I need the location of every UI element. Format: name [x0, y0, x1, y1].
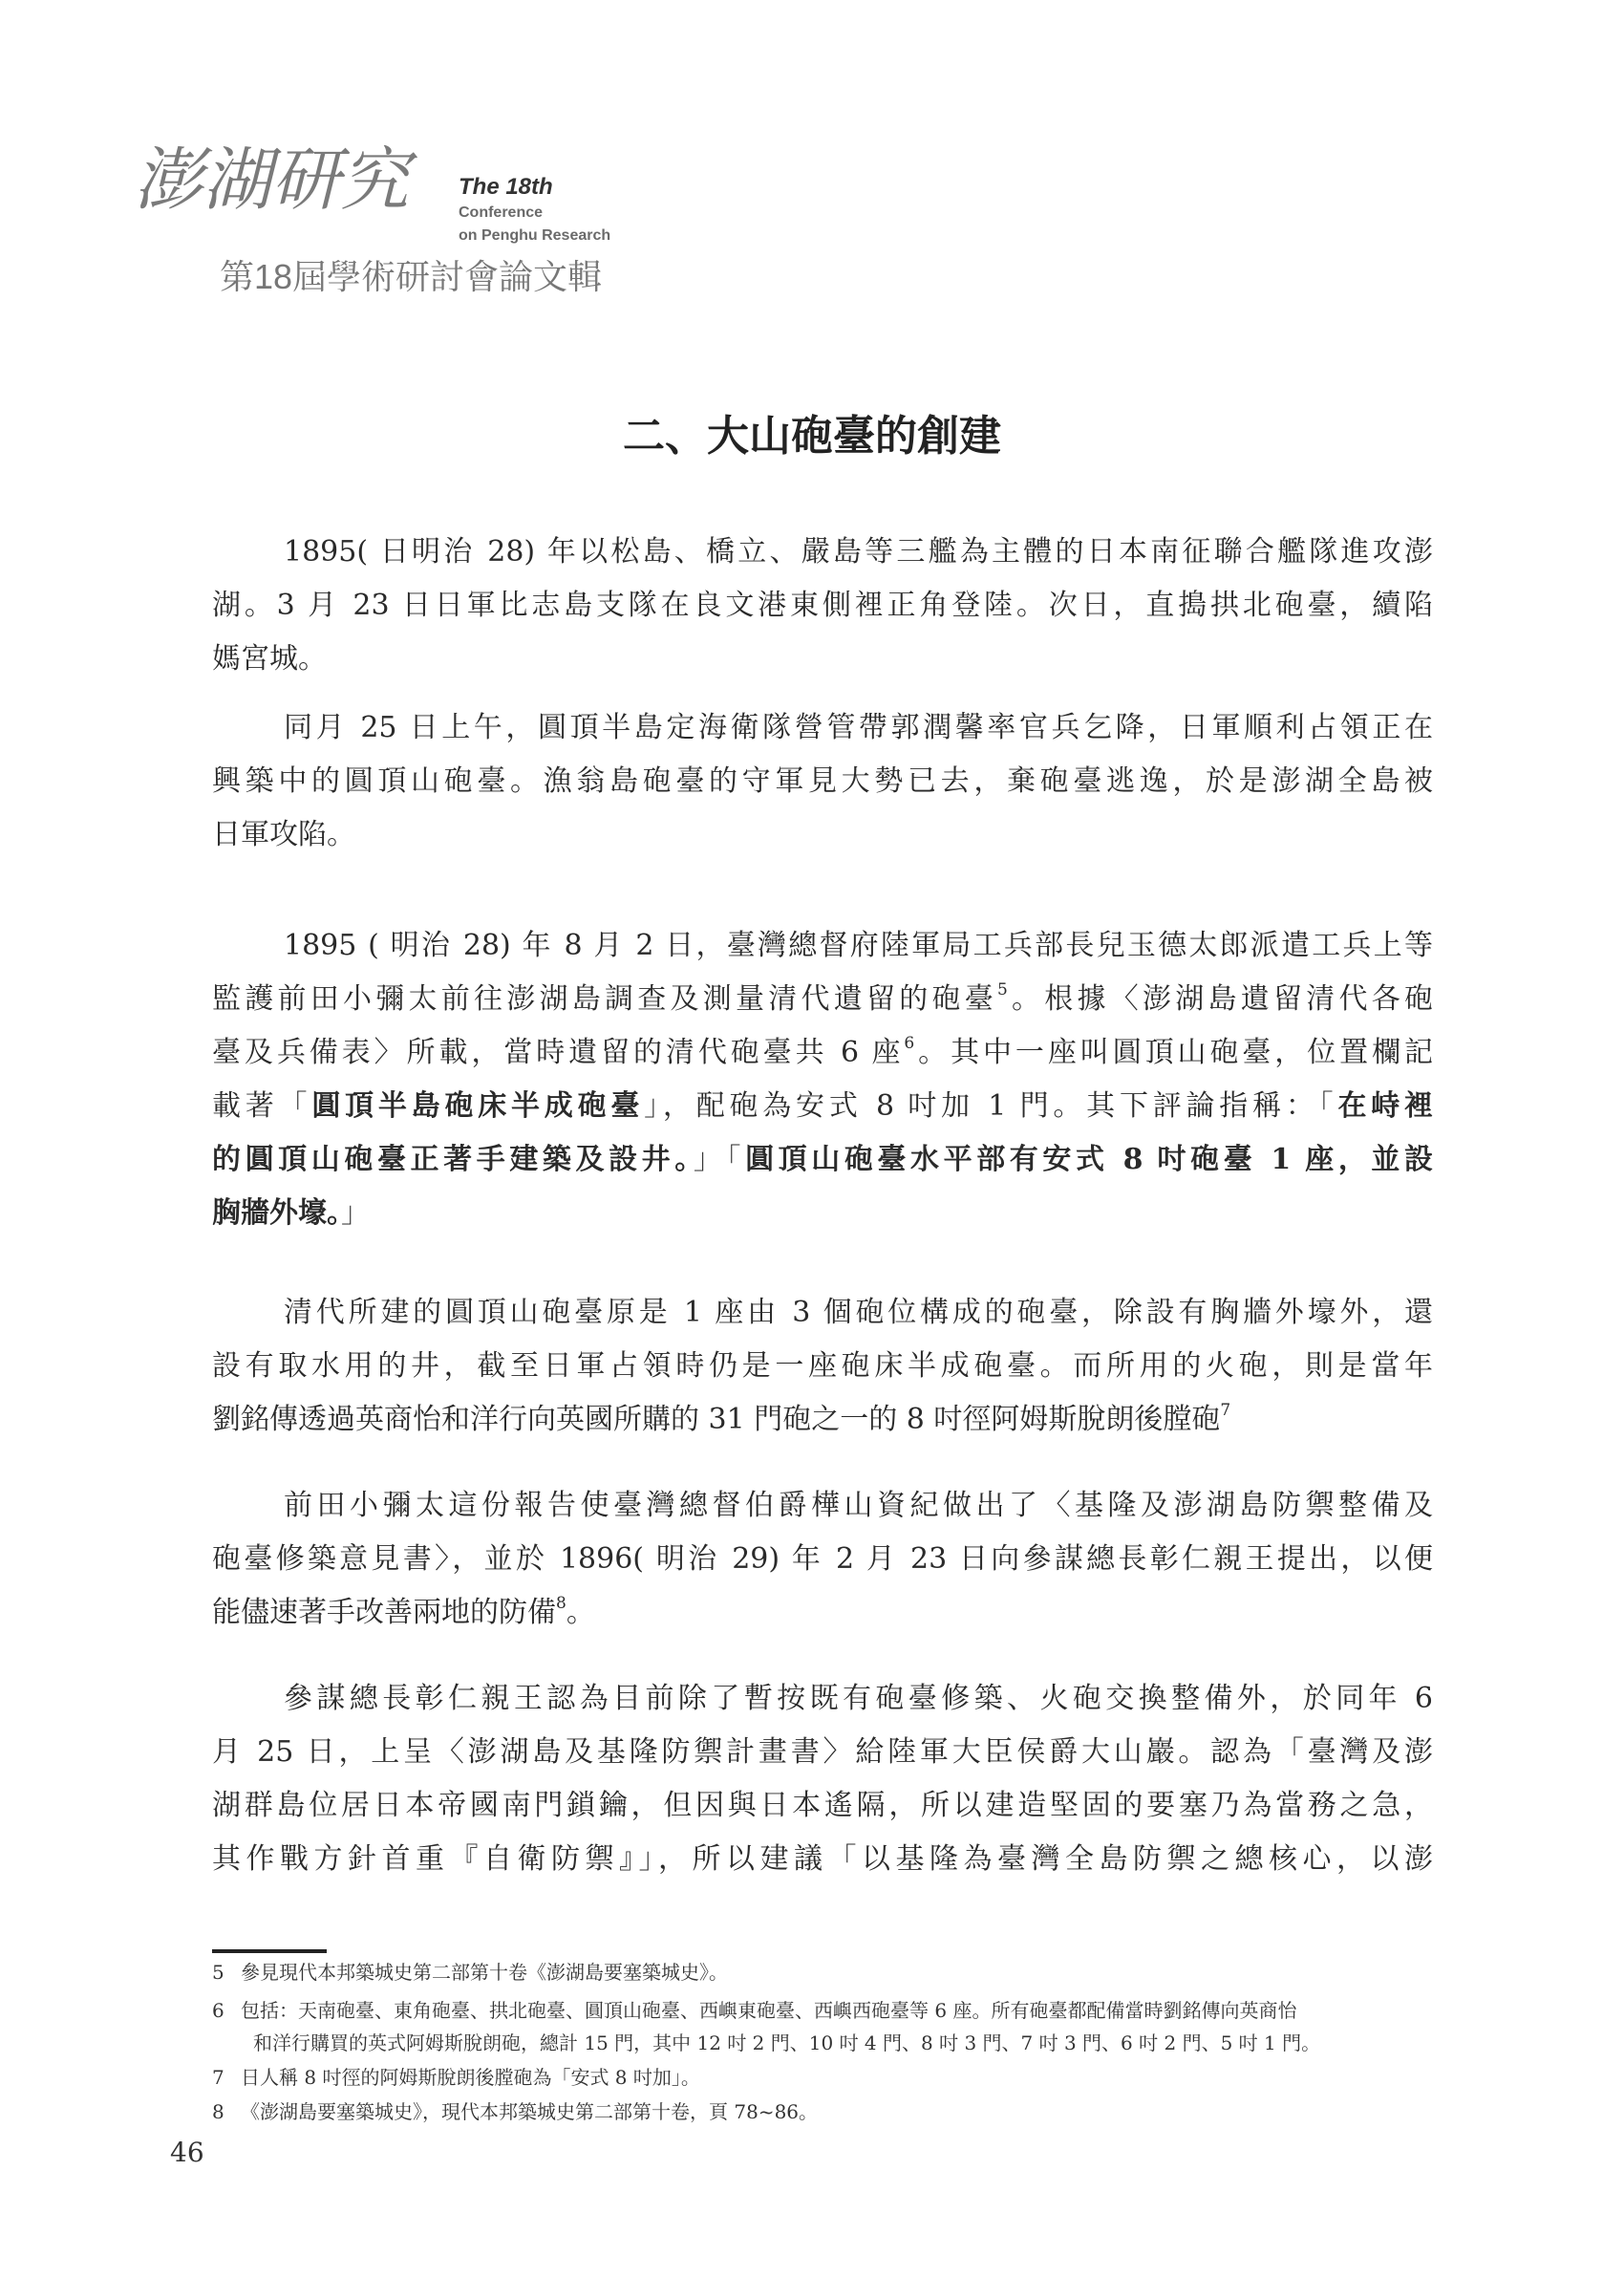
paragraph-3-line [212, 1194, 1433, 1233]
logo-calligraphy: 澎湖研究 [134, 140, 410, 220]
text-run: 劉銘傳透過英商怡和洋行向英國所購的 31 門砲之一的 8 吋徑阿姆斯脫朗後膛砲 [212, 1403, 1221, 1436]
paragraph-5-line [212, 1540, 1433, 1579]
paragraph-3-line [212, 1141, 1433, 1179]
footnote-5 [212, 1959, 728, 1986]
text-run: 日軍攻陷。 [212, 818, 355, 851]
paragraph-2-line [284, 709, 1433, 747]
footnote-7 [212, 2064, 700, 2091]
paragraph-6-line [212, 1733, 1433, 1772]
paragraph-5-line [212, 1594, 1433, 1632]
quoted-text: 的圓頂山砲臺正著手建築及設井。 [212, 1143, 694, 1176]
paragraph-4-line [212, 1401, 1433, 1439]
footnote-reference: 6 [904, 1034, 915, 1053]
footnote-8 [212, 2098, 818, 2125]
text-run: 載著「 [212, 1089, 312, 1123]
section-title: 二、大山砲臺的創建 [623, 412, 1001, 461]
text-run: 砲臺修築意見書〉，並於 1896( 明治 29) 年 2 月 23 日向參謀總長彰仁親王提出，以便 [212, 1542, 1433, 1576]
footnote-number: 7 [212, 2066, 224, 2089]
paragraph-1-line [212, 587, 1433, 625]
paragraph-6-line [212, 1787, 1433, 1825]
text-run: 1895 ( 明治 28) 年 8 月 2 日，臺灣總督府陸軍局工兵部長兒玉德太郎派遣工兵上等 [284, 929, 1433, 962]
footnote-text: 日人稱 8 吋徑的阿姆斯脫朗後膛砲為「安式 8 吋加」。 [241, 2066, 700, 2089]
text-run: 媽宮城。 [212, 642, 327, 676]
text-run: 湖。3 月 23 日日軍比志島支隊在良文港東側裡正角登陸。次日，直搗拱北砲臺，續陷 [212, 589, 1433, 622]
text-run: 湖群島位居日本帝國南門鎖鑰，但因與日本遙隔，所以建造堅固的要塞乃為當務之急， [212, 1789, 1433, 1822]
text-run: 月 25 日，上呈〈澎湖島及基隆防禦計畫書〉給陸軍大臣侯爵大山巖。認為「臺灣及澎 [212, 1735, 1433, 1769]
quoted-text: 胸牆外壕。 [212, 1196, 341, 1230]
text-run: 。其中一座叫圓頂山砲臺，位置欄記 [914, 1036, 1433, 1069]
logo-subtitle: 第18屆學術研討會論文輯 [220, 257, 603, 296]
text-run: 同月 25 日上午，圓頂半島定海衛隊營管帶郭潤馨率官兵乞降，日軍順利占領正在 [284, 711, 1433, 744]
footnote-6 [253, 2030, 1320, 2056]
text-run: 監護前田小彌太前往澎湖島調查及測量清代遺留的砲臺 [212, 982, 997, 1016]
footnote-number: 5 [212, 1961, 224, 1984]
footnote-reference: 7 [1220, 1401, 1231, 1420]
footnote-text: 包括：天南砲臺、東角砲臺、拱北砲臺、圓頂山砲臺、西嶼東砲臺、西嶼西砲臺等 6 座。所有砲臺都配備當時劉銘傳向英商怡 [241, 1999, 1297, 2022]
text-run: 」「 [693, 1143, 746, 1176]
text-run: 1895( 日明治 28) 年以松島、橋立、嚴島等三艦為主體的日本南征聯合艦隊進攻澎 [284, 535, 1433, 569]
text-run: 清代所建的圓頂山砲臺原是 1 座由 3 個砲位構成的砲臺，除設有胸牆外壕外，還 [284, 1296, 1433, 1329]
quoted-text: 在峙裡 [1337, 1089, 1433, 1123]
text-run: 其作戰方針首重『自衛防禦』」，所以建議「以基隆為臺灣全島防禦之總核心，以澎 [212, 1842, 1433, 1876]
paragraph-3-line [284, 927, 1433, 965]
paragraph-2-line [212, 816, 1433, 854]
paragraph-3-line [212, 980, 1433, 1019]
footnote-text: 《澎湖島要塞築城史》，現代本邦築城史第二部第十卷，頁 78~86。 [241, 2100, 819, 2123]
footnote-number: 6 [212, 1999, 224, 2022]
footnote-reference: 5 [996, 980, 1008, 999]
logo-en-line3: on Penghu Research [459, 227, 611, 244]
footnote-text: 參見現代本邦築城史第二部第十卷《澎湖島要塞築城史》。 [241, 1961, 728, 1984]
logo-en-line1: The 18th [459, 174, 553, 200]
quoted-text: 圓頂半島砲床半成砲臺 [311, 1089, 645, 1123]
paragraph-5-line [284, 1487, 1433, 1525]
text-run: 臺及兵備表〉所載，當時遺留的清代砲臺共 6 座 [212, 1036, 905, 1069]
text-run: 參謀總長彰仁親王認為目前除了暫按既有砲臺修築、火砲交換整備外，於同年 6 [284, 1682, 1433, 1715]
text-run: 興築中的圓頂山砲臺。漁翁島砲臺的守軍見大勢已去，棄砲臺逃逸，於是澎湖全島被 [212, 764, 1433, 798]
logo-en-line2: Conference [459, 204, 544, 221]
paragraph-1-line [284, 533, 1433, 571]
conference-logo [134, 124, 630, 296]
footnote-text: 和洋行購買的英式阿姆斯脫朗砲，總計 15 門，其中 12 吋 2 門、10 吋 4 門、8 吋 3 門、7 吋 3 門、6 吋 2 門、5 吋 1 門。 [253, 2031, 1321, 2054]
paragraph-4-line [284, 1294, 1433, 1332]
paragraph-3-line [212, 1034, 1433, 1072]
paragraph-3-line [212, 1087, 1433, 1126]
paragraph-4-line [212, 1347, 1433, 1386]
text-run: 」 [341, 1196, 370, 1230]
paragraph-6-line [284, 1680, 1433, 1718]
footnote-divider [212, 1949, 327, 1953]
text-run: 」，配砲為安式 8 吋加 1 門。其下評論指稱：「 [644, 1089, 1338, 1123]
text-run: 。 [566, 1596, 595, 1629]
paragraph-2-line [212, 763, 1433, 801]
text-run: 前田小彌太這份報告使臺灣總督伯爵樺山資紀做出了〈基隆及澎湖島防禦整備及 [284, 1489, 1433, 1522]
footnote-number: 8 [212, 2100, 224, 2123]
quoted-text: 圓頂山砲臺水平部有安式 8 吋砲臺 1 座，並設 [745, 1143, 1434, 1176]
text-run: 。根據〈澎湖島遺留清代各砲 [1007, 982, 1434, 1016]
text-run: 設有取水用的井，截至日軍占領時仍是一座砲床半成砲臺。而所用的火砲，則是當年 [212, 1349, 1433, 1383]
paragraph-6-line [212, 1840, 1433, 1879]
page-number: 46 [170, 2137, 204, 2168]
paragraph-1-line [212, 640, 1433, 678]
footnote-reference: 8 [556, 1594, 566, 1613]
footnote-6 [212, 1997, 1296, 2024]
text-run: 能儘速著手改善兩地的防備 [212, 1596, 556, 1629]
